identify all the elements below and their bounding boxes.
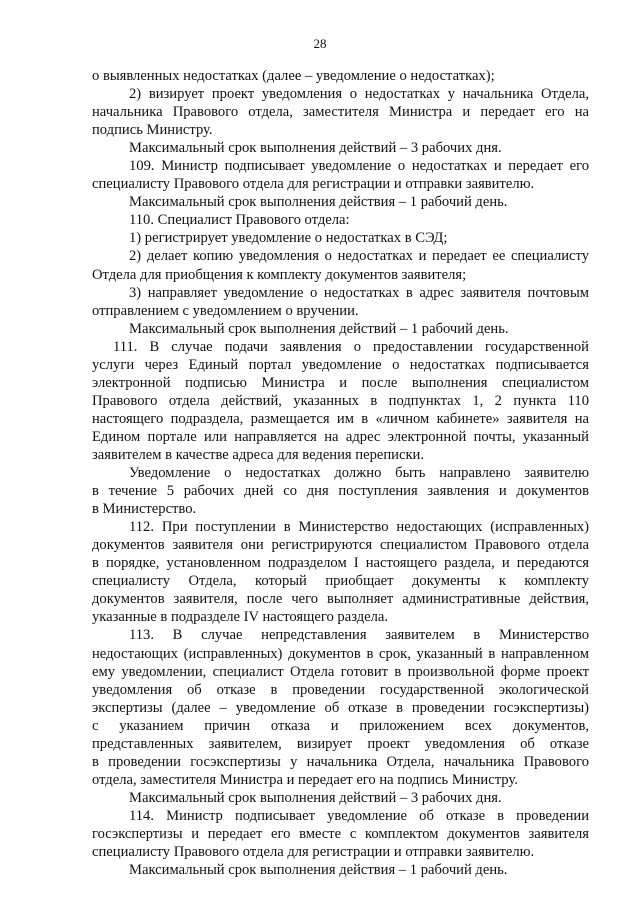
text-line: заявителем в качестве адреса для ведения переписки. [92, 446, 424, 463]
text-line: документов заявителя они регистрируются специалистом Правового отдела [92, 537, 589, 554]
text-line: услуги через Единый портал уведомление о недостатках подписывается [92, 356, 589, 373]
text-line: Максимальный срок выполнения действий – 3 рабочих дня. [129, 140, 502, 157]
page-number: 28 [313, 36, 327, 51]
text-line: 1) регистрирует уведомление о недостатках в СЭД; [129, 230, 448, 247]
text-line: специалисту Правового отдела для регистрации и отправки заявителю. [92, 844, 535, 861]
text-line: Уведомление о недостатках должно быть направлено заявителю [129, 465, 589, 482]
text-line: специалисту Отдела, который приобщает документы к комплекту [92, 573, 589, 590]
text-line: отдела, заместителя Министра и передает его на подпись Министру. [92, 771, 518, 788]
text-line: в порядке, установленном подразделом I настоящего раздела, и передаются [92, 555, 589, 572]
text-line: Отдела для приобщения к комплекту документов заявителя; [92, 266, 467, 283]
text-line: уведомления об отказе в проведении государственной экологической [92, 681, 589, 698]
text-line: Максимальный срок выполнения действий – 3 рабочих дня. [129, 789, 502, 806]
text-line: указанные в подразделе IV настоящего раздела. [92, 609, 389, 626]
text-line: Максимальный срок выполнения действия – 1 рабочий день. [129, 862, 508, 879]
text-line: о выявленных недостатках (далее – уведомление о недостатках); [92, 68, 495, 84]
text-line: настоящего подраздела, размещается им в «личном кабинете» заявителя на [92, 410, 589, 427]
text-line: документов заявителя, после чего выполняет административные действия, [92, 591, 589, 608]
text-line: Максимальный срок выполнения действия – 1 рабочий день. [129, 194, 508, 211]
text-line: отправлением с уведомлением о вручении. [92, 302, 359, 319]
text-line: 114. Министр подписывает уведомление об отказе в проведении [129, 807, 589, 824]
text-line: Едином портале или направляется на адрес электронной почты, указанный [92, 428, 589, 445]
text-line: с указанием причин отказа и приложением всех документов, [92, 717, 589, 734]
text-line: в течение 5 рабочих дней со дня поступления заявления и документов [92, 483, 589, 500]
text-line: недостающих (исправленных) документов в срок, указанный в направленном [92, 645, 589, 662]
text-line: экспертизы (далее – уведомление об отказе в проведении госэкспертизы) [92, 699, 589, 716]
text-line: 113. В случае непредставления заявителем в Министерство [129, 627, 589, 644]
text-line: 3) направляет уведомление о недостатках в адрес заявителя почтовым [129, 284, 589, 301]
text-line: госэкспертизы и передает его вместе с комплектом документов заявителя [92, 825, 589, 842]
text-line: ему уведомлении, специалист Отдела готовит в произвольной форме проект [92, 663, 589, 680]
text-line: 2) визирует проект уведомления о недостатках у начальника Отдела, [129, 86, 589, 103]
text-line: в Министерство. [92, 501, 197, 518]
document-body [92, 67, 589, 879]
text-line: 112. При поступлении в Министерство недостающих (исправленных) [129, 519, 589, 536]
text-line: представленных заявителем, визирует проект уведомления об отказе [92, 735, 589, 752]
text-line: подпись Министру. [92, 122, 213, 139]
text-line: 109. Министр подписывает уведомление о недостатках и передает его [129, 158, 589, 175]
text-line: начальника Правового отдела, заместителя Министра и передает его на [92, 104, 589, 121]
text-line: Правового отдела действий, указанных в подпунктах 1, 2 пункта 110 [92, 392, 589, 409]
text-line: 111. В случае подачи заявления о предоставлении государственной [113, 338, 589, 355]
text-line: 2) делает копию уведомления о недостатках и передает ее специалисту [129, 248, 589, 265]
text-line: специалисту Правового отдела для регистрации и отправки заявителю. [92, 176, 535, 193]
text-line: 110. Специалист Правового отдела: [129, 212, 350, 229]
text-line: электронной подписью Министра и после выполнения специалистом [92, 374, 589, 391]
text-line: в проведении госэкспертизы у начальника Отдела, начальника Правового [92, 753, 589, 770]
text-line: Максимальный срок выполнения действий – 1 рабочий день. [129, 320, 509, 337]
